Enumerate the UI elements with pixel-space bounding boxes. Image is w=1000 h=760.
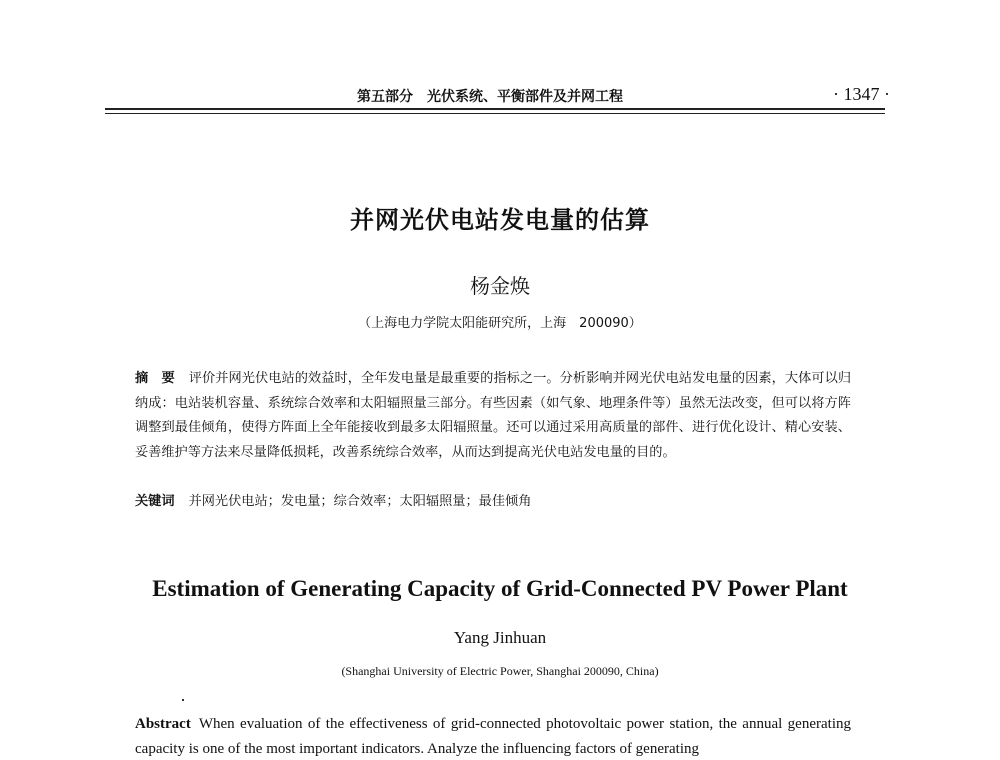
chinese-abstract-text: 评价并网光伏电站的效益时，全年发电量是最重要的指标之一。分析影响并网光伏电站发电量的因素，大体可以归纳成：电站装机容量、系统综合效率和太阳辐照量三部分。有些因素（如气象、地理条件等）虽然无法改变，但可以将方阵调整到最佳倾角，使得方阵面上全年能接收到最多太阳辐照量。还可以通过采用高质量的部件、进行优化设计、精心安装、妥善维护等方法来尽量降低损耗，改善系统综合效率，从而达到提高光伏电站发电量的目的。 <box>135 371 852 460</box>
chinese-affiliation: （上海电力学院太阳能研究所，上海 200090） <box>358 316 642 331</box>
english-title: Estimation of Generating Capacity of Grid-Connected PV Power Plant <box>152 576 848 601</box>
english-abstract-label: Abstract <box>135 716 191 732</box>
scan-speck <box>182 699 184 701</box>
english-abstract <box>135 712 851 760</box>
running-header: 第五部分 光伏系统、平衡部件及并网工程 <box>357 89 623 105</box>
chinese-keywords <box>135 490 851 509</box>
chinese-abstract-label: 摘 要 <box>135 371 175 386</box>
chinese-title: 并网光伏电站发电量的估算 <box>350 206 650 234</box>
header-rule-top <box>105 108 885 110</box>
chinese-author: 杨金焕 <box>470 274 530 298</box>
english-author: Yang Jinhuan <box>453 628 547 647</box>
keywords-text: 并网光伏电站；发电量；综合效率；太阳辐照量；最佳倾角 <box>188 494 532 509</box>
chinese-abstract <box>135 367 851 465</box>
english-affiliation: (Shanghai University of Electric Power, Shanghai 200090, China) <box>341 664 659 678</box>
page-number: · 1347 · <box>833 84 890 104</box>
header-rule-bottom <box>105 113 885 114</box>
keywords-label: 关键词 <box>135 494 175 509</box>
english-abstract-text: When evaluation of the effectiveness of grid-connected photovoltaic power station, the annual generating capacity is one of the most important indicators. Analyze the influencing factors of generating <box>135 716 851 757</box>
